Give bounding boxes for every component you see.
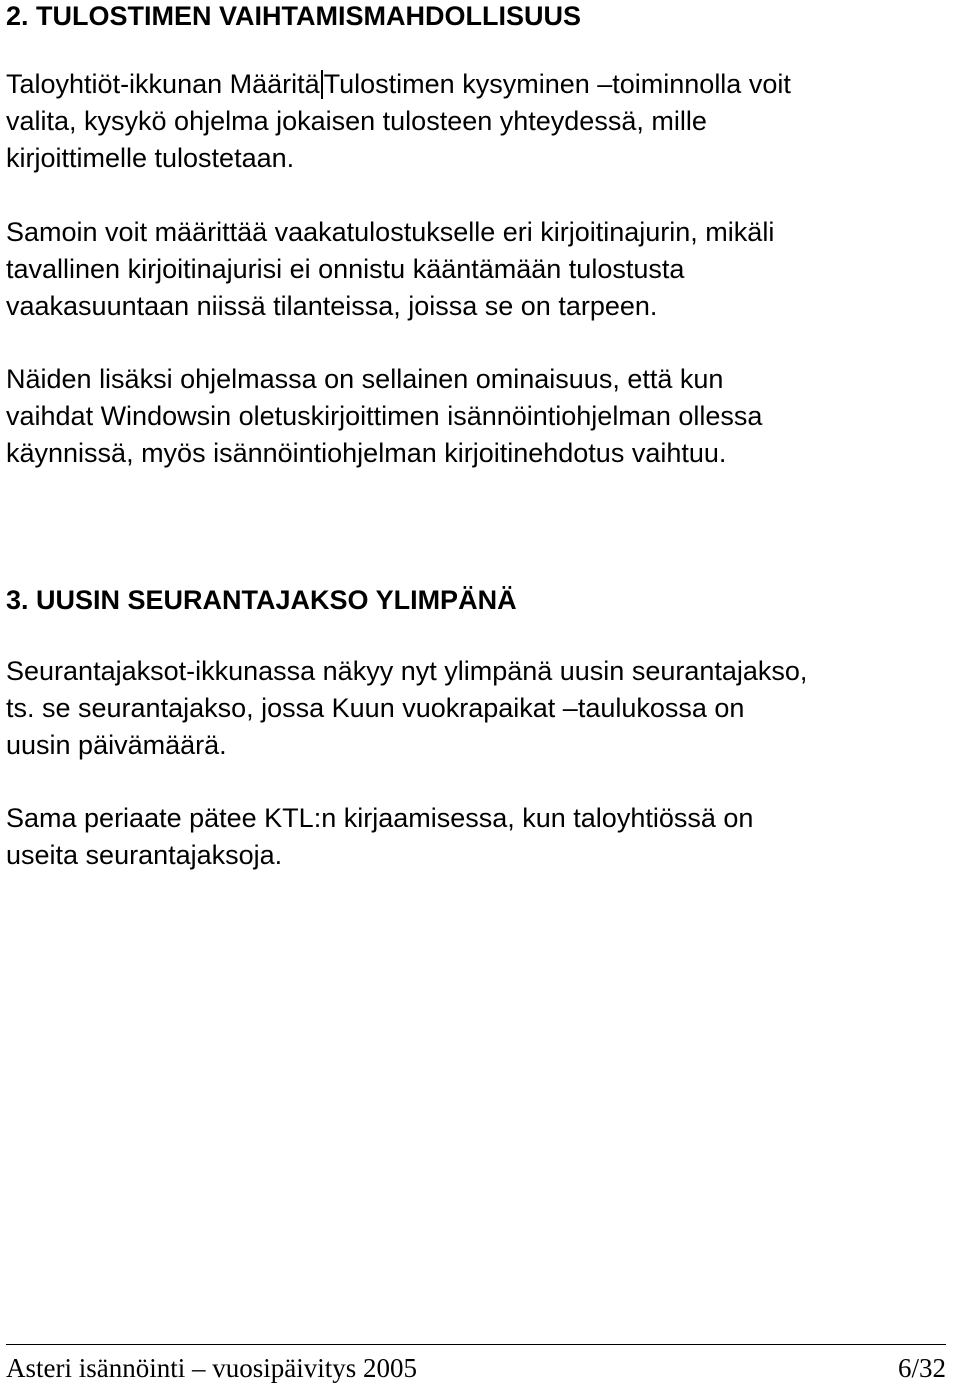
menu-path-text: Tulostimen kysyminen –toiminnolla voit <box>323 69 791 99</box>
section-2-paragraph-3 <box>6 361 946 472</box>
paragraph-line: tavallinen kirjoitinajurisi ei onnistu kääntämään tulostusta <box>6 254 685 284</box>
section-2-paragraph-1 <box>6 66 946 177</box>
paragraph-line: Näiden lisäksi ohjelmassa on sellainen ominaisuus, että kun <box>6 364 724 394</box>
paragraph-line: Samoin voit määrittää vaakatulostukselle eri kirjoitinajurin, mikäli <box>6 217 775 247</box>
paragraph-line: kirjoittimelle tulostetaan. <box>6 143 295 173</box>
section-3-heading: 3. UUSIN SEURANTAJAKSO YLIMPÄNÄ <box>6 585 517 615</box>
paragraph-line: Sama periaate pätee KTL:n kirjaamisessa, kun taloyhtiössä on <box>6 803 754 833</box>
menu-separator <box>321 70 323 99</box>
paragraph-line: Seurantajaksot-ikkunassa näkyy nyt ylimpänä uusin seurantajakso, <box>6 656 808 686</box>
page-number: 6/32 <box>897 1353 946 1383</box>
footer-title: Asteri isännöinti – vuosipäivitys 2005 <box>6 1353 417 1383</box>
page-footer <box>6 1344 946 1384</box>
section-2-paragraph-2 <box>6 214 946 325</box>
section-3-paragraph-1 <box>6 653 946 764</box>
paragraph-line: vaakasuuntaan niissä tilanteissa, joissa se on tarpeen. <box>6 291 658 321</box>
paragraph-line: käynnissä, myös isännöintiohjelman kirjoitinehdotus vaihtuu. <box>6 438 727 468</box>
paragraph-line <box>6 66 946 103</box>
section-2-heading: 2. TULOSTIMEN VAIHTAMISMAHDOLLISUUS <box>6 1 581 31</box>
paragraph-line: uusin päivämäärä. <box>6 730 227 760</box>
paragraph-line: vaihdat Windowsin oletuskirjoittimen isännöintiohjelman ollessa <box>6 401 763 431</box>
section-3-paragraph-2 <box>6 800 946 874</box>
paragraph-line: useita seurantajaksoja. <box>6 840 283 870</box>
paragraph-line: valita, kysykö ohjelma jokaisen tulosteen yhteydessä, mille <box>6 106 707 136</box>
paragraph-line: ts. se seurantajakso, jossa Kuun vuokrapaikat –taulukossa on <box>6 693 745 723</box>
menu-path-text: Taloyhtiöt-ikkunan Määritä <box>6 69 320 99</box>
